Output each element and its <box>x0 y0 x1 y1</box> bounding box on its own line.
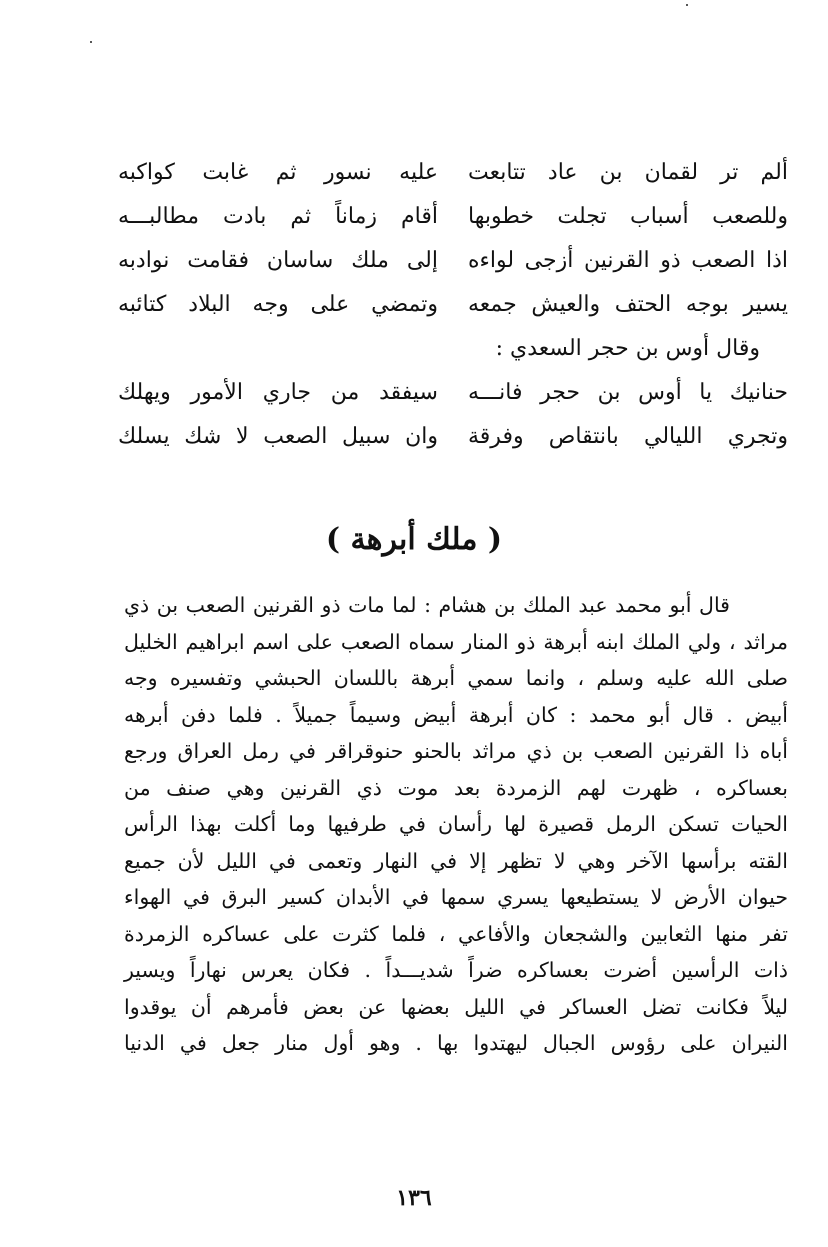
prose-line: صلى الله عليه وسلم ، وانما سمي أبرهة باللسان الحبشي وتفسيره وجه <box>124 666 788 690</box>
prose-line: تفر منها الثعابين والشجعان والأفاعي ، فلما كثرت على عساكره الزمردة <box>124 921 788 946</box>
page-number: ١٣٦ <box>396 1185 432 1211</box>
verse-first-hemistich: اذا الصعب ذو القرنين أزجى لواءه <box>468 248 788 273</box>
verse-second-hemistich: وان سبيل الصعب لا شك يسلك <box>118 424 438 449</box>
prose-line: القته برأسها الآخر وهي لا تظهر إلا في النهار وتعمى في الليل لأن جميع <box>124 848 788 873</box>
verse-second-hemistich: سيفقد من جاري الأمور ويهلك <box>118 380 438 405</box>
section-heading: ( ملك أبرهة ) <box>325 522 503 557</box>
prose-line: أباه ذا القرنين الصعب بن ذي مراثد بالحنو حنوقراقر في رمل العراق ورجع <box>124 739 788 763</box>
verse-first-hemistich: وللصعب أسباب تجلت خطوبها <box>468 204 788 229</box>
verse-second-hemistich: إلى ملك ساسان فقامت نوادبه <box>118 248 438 273</box>
prose-line: حيوان الأرض لا يستطيعها يسري سمها في الأبدان كسير البرق في الهواء <box>124 885 788 909</box>
prose-line: ليلاً فكانت تضل العساكر في الليل بعضها عن بعض فأمرهم أن يوقدوا <box>124 994 788 1019</box>
poem-verse <box>118 290 788 334</box>
poem-verse <box>118 202 788 246</box>
poem-intro-line: وقال أوس بن حجر السعدي : <box>495 336 760 361</box>
poem-block <box>118 158 788 466</box>
prose-line: مراثد ، ولي الملك ابنه أبرهة ذو المنار سماه الصعب على اسم ابراهيم الخليل <box>124 629 788 654</box>
prose-line: أبيض . قال أبو محمد : كان أبرهة أبيض وسيماً جميلاً . فلما دفن أبرهه <box>124 702 788 727</box>
scan-speck <box>686 4 688 6</box>
prose-block <box>124 590 788 1065</box>
verse-first-hemistich: وتجري الليالي بانتقاص وفرقة <box>468 424 788 449</box>
poem-verse <box>118 422 788 466</box>
prose-line: قال أبو محمد عبد الملك بن هشام : لما مات ذو القرنين الصعب بن ذي <box>124 593 730 617</box>
prose-line: ذات الرأسين أضرت بعساكره ضراً شديـــداً . فكان يعرس نهاراً ويسير <box>124 958 788 982</box>
scan-speck <box>90 41 92 43</box>
prose-line: بعساكره ، ظهرت لهم الزمردة بعد موت ذي القرنين وهي صنف من <box>124 775 788 800</box>
poem-verse <box>118 158 788 202</box>
verse-second-hemistich: عليه نسور ثم غابت كواكبه <box>118 160 438 185</box>
prose-line: الحيات تسكن الرمل قصيرة لها رأسان في طرفيها وما أكلت بهذا الرأس <box>124 812 788 836</box>
verse-second-hemistich: أقام زماناً ثم بادت مطالبـــه <box>118 204 438 229</box>
verse-first-hemistich: ألم تر لقمان بن عاد تتابعت <box>468 160 788 185</box>
verse-second-hemistich: وتمضي على وجه البلاد كتائبه <box>118 292 438 317</box>
verse-first-hemistich: يسير بوجه الحتف والعيش جمعه <box>468 292 788 317</box>
poem-verse <box>118 378 788 422</box>
poem-verse <box>118 246 788 290</box>
verse-first-hemistich: حنانيك يا أوس بن حجر فانـــه <box>468 380 788 405</box>
prose-line: النيران على رؤوس الجبال ليهتدوا بها . وهو أول منار جعل في الدنيا <box>124 1031 788 1055</box>
